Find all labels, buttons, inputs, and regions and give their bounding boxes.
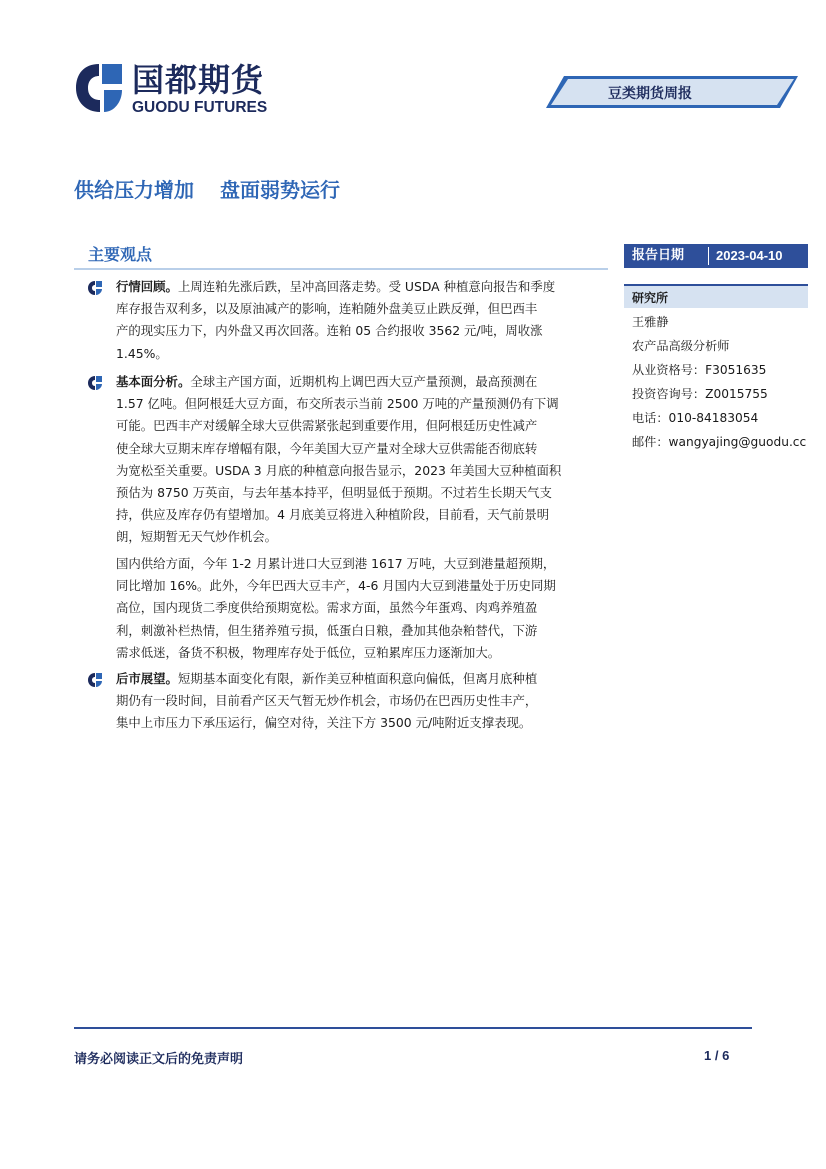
company-logo (74, 62, 274, 120)
text-line: 使全球大豆期末库存增幅有限，今年美国大豆产量对全球大豆供需能否彻底转 (116, 440, 538, 456)
text-line: 朗，短期暂无天气炒作机会。 (116, 529, 278, 545)
paragraph-fundamentals (116, 371, 608, 549)
researcher-heading: 研究所 (632, 291, 669, 305)
text-line: 可能。巴西丰产对缓解全球大豆供需紧张起到重要作用，但阿根廷历史性减产 (116, 418, 538, 434)
text-line (116, 668, 608, 690)
text-line: 1.57 亿吨。但阿根廷大豆方面，布交所表示当前 2500 万吨的产量预测仍有下调 (116, 396, 559, 412)
analyst-title: 农产品高级分析师 (632, 339, 730, 353)
text-line-content: 全球主产国方面，近期机构上调巴西大豆产量预测，最高预测在 (190, 374, 538, 389)
text-line: 预估为 8750 万英亩，与去年基本持平，但明显低于预期。不过若生长期天气支 (116, 485, 552, 501)
text-line: 期仍有一段时间，目前看产区天气暂无炒作机会，市场仍在巴西历史性丰产， (116, 693, 538, 709)
report-title (74, 174, 366, 203)
paragraph-lead: 基本面分析。 (116, 374, 191, 389)
text-line-content: 短期基本面变化有限，新作美豆种植面积意向偏低，但离月底种植 (177, 671, 538, 686)
page-number: 1 / 6 (704, 1048, 730, 1063)
analyst-qualification: 从业资格号：F3051635 (632, 363, 767, 377)
researcher-heading-box (624, 284, 808, 308)
report-date-label: 报告日期 (632, 248, 685, 263)
text-line: 集中上市压力下承压运行，偏空对待，关注下方 3500 元/吨附近支撑表现。 (116, 715, 532, 731)
bullet-logo-icon (88, 376, 102, 390)
text-line: 库存报告双利多，以及原油减产的影响，连粕随外盘美豆止跌反弹，但巴西丰 (116, 301, 538, 317)
report-type-label: 豆类期货周报 (608, 86, 692, 102)
logo-chinese-name: 国都期货 (132, 61, 265, 99)
title-part-2: 盘面弱势运行 (220, 178, 340, 202)
paragraph-market-review (116, 276, 608, 365)
paragraph-outlook (116, 668, 608, 735)
paragraph-lead: 行情回顾。 (116, 279, 178, 294)
section-heading: 主要观点 (88, 245, 153, 264)
text-line: 高位，国内现货二季度供给预期宽松。需求方面，虽然今年蛋鸡、肉鸡养殖盈 (116, 600, 538, 616)
analyst-phone: 电话：010-84183054 (632, 411, 759, 425)
footer-divider (74, 1027, 752, 1029)
text-line: 为宽松至关重要。USDA 3 月底的种植意向报告显示，2023 年美国大豆种植面积 (116, 462, 562, 478)
report-date-box (624, 244, 808, 268)
report-date-value: 2023-04-10 (716, 248, 783, 263)
paragraph-lead: 后市展望。 (116, 671, 178, 686)
analyst-consulting-number: 投资咨询号：Z0015755 (632, 387, 768, 401)
text-line (116, 276, 608, 298)
text-line: 产的现实压力下，内外盘又再次回落。连粕 05 合约报收 3562 元/吨，周收涨 (116, 323, 543, 339)
text-line (116, 371, 608, 393)
heading-divider (74, 268, 608, 270)
text-line: 需求低迷，备货不积极，物理库存处于低位，豆粕累库压力逐渐加大。 (116, 644, 501, 660)
disclaimer-note: 请务必阅读正文后的免责声明 (74, 1052, 244, 1067)
text-line-content: 上周连粕先涨后跌，呈冲高回落走势。受 USDA 种植意向报告和季度 (177, 279, 556, 294)
report-type-banner (546, 76, 798, 108)
paragraph-domestic-supply (116, 553, 608, 664)
analyst-name: 王雅静 (632, 315, 669, 329)
date-separator (708, 247, 709, 265)
guodu-logo-icon (74, 62, 124, 114)
text-line: 利，刺激补栏热情，但生猪养殖亏损，低蛋白日粮，叠加其他杂粕替代，下游 (116, 622, 538, 638)
logo-english-name: GUODU FUTURES (132, 99, 268, 116)
text-line: 同比增加 16%。此外，今年巴西大豆丰产，4-6 月国内大豆到港量处于历史同期 (116, 578, 556, 594)
text-line: 1.45%。 (116, 345, 168, 361)
title-part-1: 供给压力增加 (74, 178, 194, 202)
text-line: 持，供应及库存仍有望增加。4 月底美豆将进入种植阶段，目前看，天气前景明 (116, 507, 550, 523)
bullet-logo-icon (88, 281, 102, 295)
text-line: 国内供给方面，今年 1-2 月累计进口大豆到港 1617 万吨，大豆到港量超预期， (116, 556, 556, 571)
analyst-email: 邮件：wangyajing@guodu.cc (632, 435, 807, 449)
bullet-logo-icon (88, 673, 102, 687)
